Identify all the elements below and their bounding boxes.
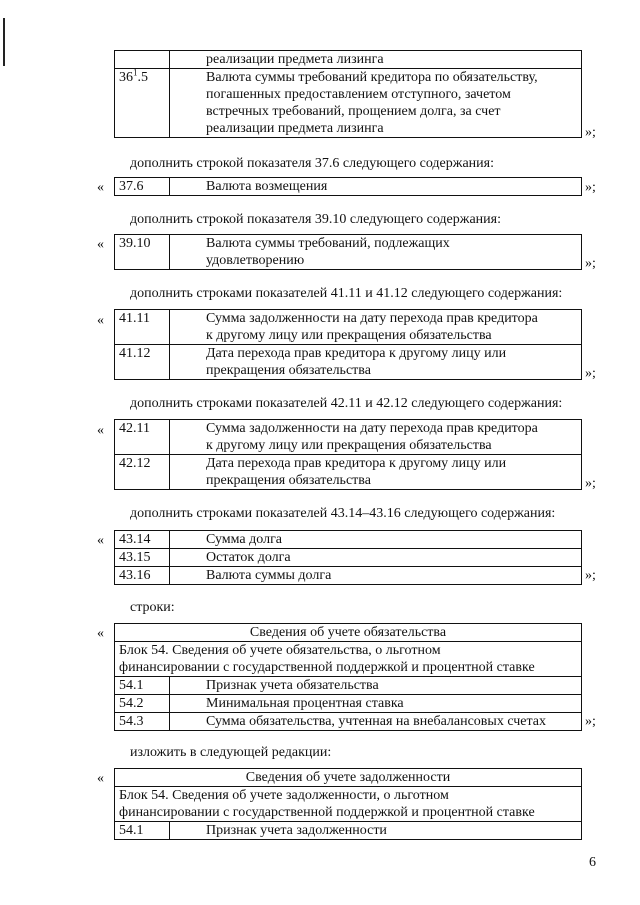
instruction-text: дополнить строками показателей 43.14–43.16 следующего содержания:	[130, 506, 556, 521]
table-row	[115, 677, 582, 695]
opening-quote: «	[97, 237, 104, 252]
opening-quote: «	[97, 313, 104, 328]
table-block-54-old	[114, 623, 582, 731]
cell-text: Остаток долга	[170, 549, 582, 567]
instruction-text: дополнить строками показателей 42.11 и 42.12 следующего содержания:	[130, 396, 563, 411]
closing-quote: »;	[585, 714, 596, 729]
table-row	[115, 310, 582, 345]
table-row	[115, 420, 582, 455]
cell-text: Дата перехода прав кредитора к другому лицу или прекращения обязательства	[170, 455, 582, 490]
closing-quote: »;	[585, 476, 596, 491]
closing-quote: »;	[585, 366, 596, 381]
cell-text: Сумма долга	[170, 531, 582, 549]
cell-code: $36^1.5$	[115, 69, 170, 138]
cell-code: 39.10	[115, 235, 170, 270]
cell-code: 41.11	[115, 310, 170, 345]
cell-text: Сумма задолженности на дату перехода прав кредитора к другому лицу или прекращения обязательства	[170, 310, 582, 345]
cell-code: 43.14	[115, 531, 170, 549]
table-39-10	[114, 234, 582, 270]
closing-quote: »;	[585, 125, 596, 140]
cell-text: реализации предмета лизинга	[170, 51, 582, 69]
closing-quote: »;	[585, 180, 596, 195]
cell-code: 41.12	[115, 345, 170, 380]
margin-mark	[3, 18, 5, 66]
instruction-text: дополнить строками показателей 41.11 и 41.12 следующего содержания:	[130, 286, 563, 301]
cell-text: Сумма обязательства, учтенная на внебалансовых счетах	[170, 713, 582, 731]
opening-quote: «	[97, 180, 104, 195]
table-row	[115, 624, 582, 642]
table-header: Сведения об учете обязательства	[115, 624, 582, 642]
table-row	[115, 769, 582, 787]
cell-text: Валюта суммы долга	[170, 567, 582, 585]
cell-code: 37.6	[115, 178, 170, 196]
cell-text: Валюта суммы требований, подлежащих удовлетворению	[170, 235, 582, 270]
cell-text: Сумма задолженности на дату перехода прав кредитора к другому лицу или прекращения обязательства	[170, 420, 582, 455]
block-title: Блок 54. Сведения об учете задолженности, о льготном финансировании с государственной поддержкой и процентной ставке	[115, 787, 582, 822]
instruction-text: изложить в следующей редакции:	[130, 745, 332, 760]
table-row	[115, 531, 582, 549]
instruction-text: строки:	[130, 600, 175, 615]
table-row	[115, 178, 582, 196]
block-title: Блок 54. Сведения об учете обязательства, о льготном финансировании с государственной поддержкой и процентной ставке	[115, 642, 582, 677]
opening-quote: «	[97, 626, 104, 641]
cell-code: 42.12	[115, 455, 170, 490]
table-header: Сведения об учете задолженности	[115, 769, 582, 787]
table-42	[114, 419, 582, 490]
cell-code: 43.15	[115, 549, 170, 567]
table-row	[115, 713, 582, 731]
table-row	[115, 69, 582, 138]
cell-text: Валюта возмещения	[170, 178, 582, 196]
table-row	[115, 567, 582, 585]
cell-text: Валюта суммы требований кредитора по обязательству, погашенных предоставлением отступного, зачетом встречных требований, прощением долга, за счет реализации предмета лизинга	[170, 69, 582, 138]
cell-text: Минимальная процентная ставка	[170, 695, 582, 713]
instruction-text: дополнить строкой показателя 37.6 следующего содержания:	[130, 156, 494, 171]
cell-code: 54.2	[115, 695, 170, 713]
table-37-6	[114, 177, 582, 196]
table-row	[115, 51, 582, 69]
table-36-1	[114, 50, 582, 138]
table-row	[115, 822, 582, 840]
opening-quote: «	[97, 771, 104, 786]
table-43	[114, 530, 582, 585]
table-row	[115, 549, 582, 567]
opening-quote: «	[97, 533, 104, 548]
cell-text: Дата перехода прав кредитора к другому лицу или прекращения обязательства	[170, 345, 582, 380]
table-row	[115, 235, 582, 270]
page-number: 6	[589, 855, 596, 870]
table-row	[115, 642, 582, 677]
closing-quote: »;	[585, 568, 596, 583]
cell-code: 43.16	[115, 567, 170, 585]
table-block-54-new	[114, 768, 582, 840]
closing-quote: »;	[585, 256, 596, 271]
instruction-text: дополнить строкой показателя 39.10 следующего содержания:	[130, 212, 501, 227]
cell-code: 42.11	[115, 420, 170, 455]
opening-quote: «	[97, 423, 104, 438]
table-row	[115, 695, 582, 713]
table-row	[115, 787, 582, 822]
cell-code: 54.1	[115, 677, 170, 695]
table-41	[114, 309, 582, 380]
cell-code: 54.1	[115, 822, 170, 840]
table-row	[115, 345, 582, 380]
cell-text: Признак учета задолженности	[170, 822, 582, 840]
cell-text: Признак учета обязательства	[170, 677, 582, 695]
cell-code: 54.3	[115, 713, 170, 731]
table-row	[115, 455, 582, 490]
